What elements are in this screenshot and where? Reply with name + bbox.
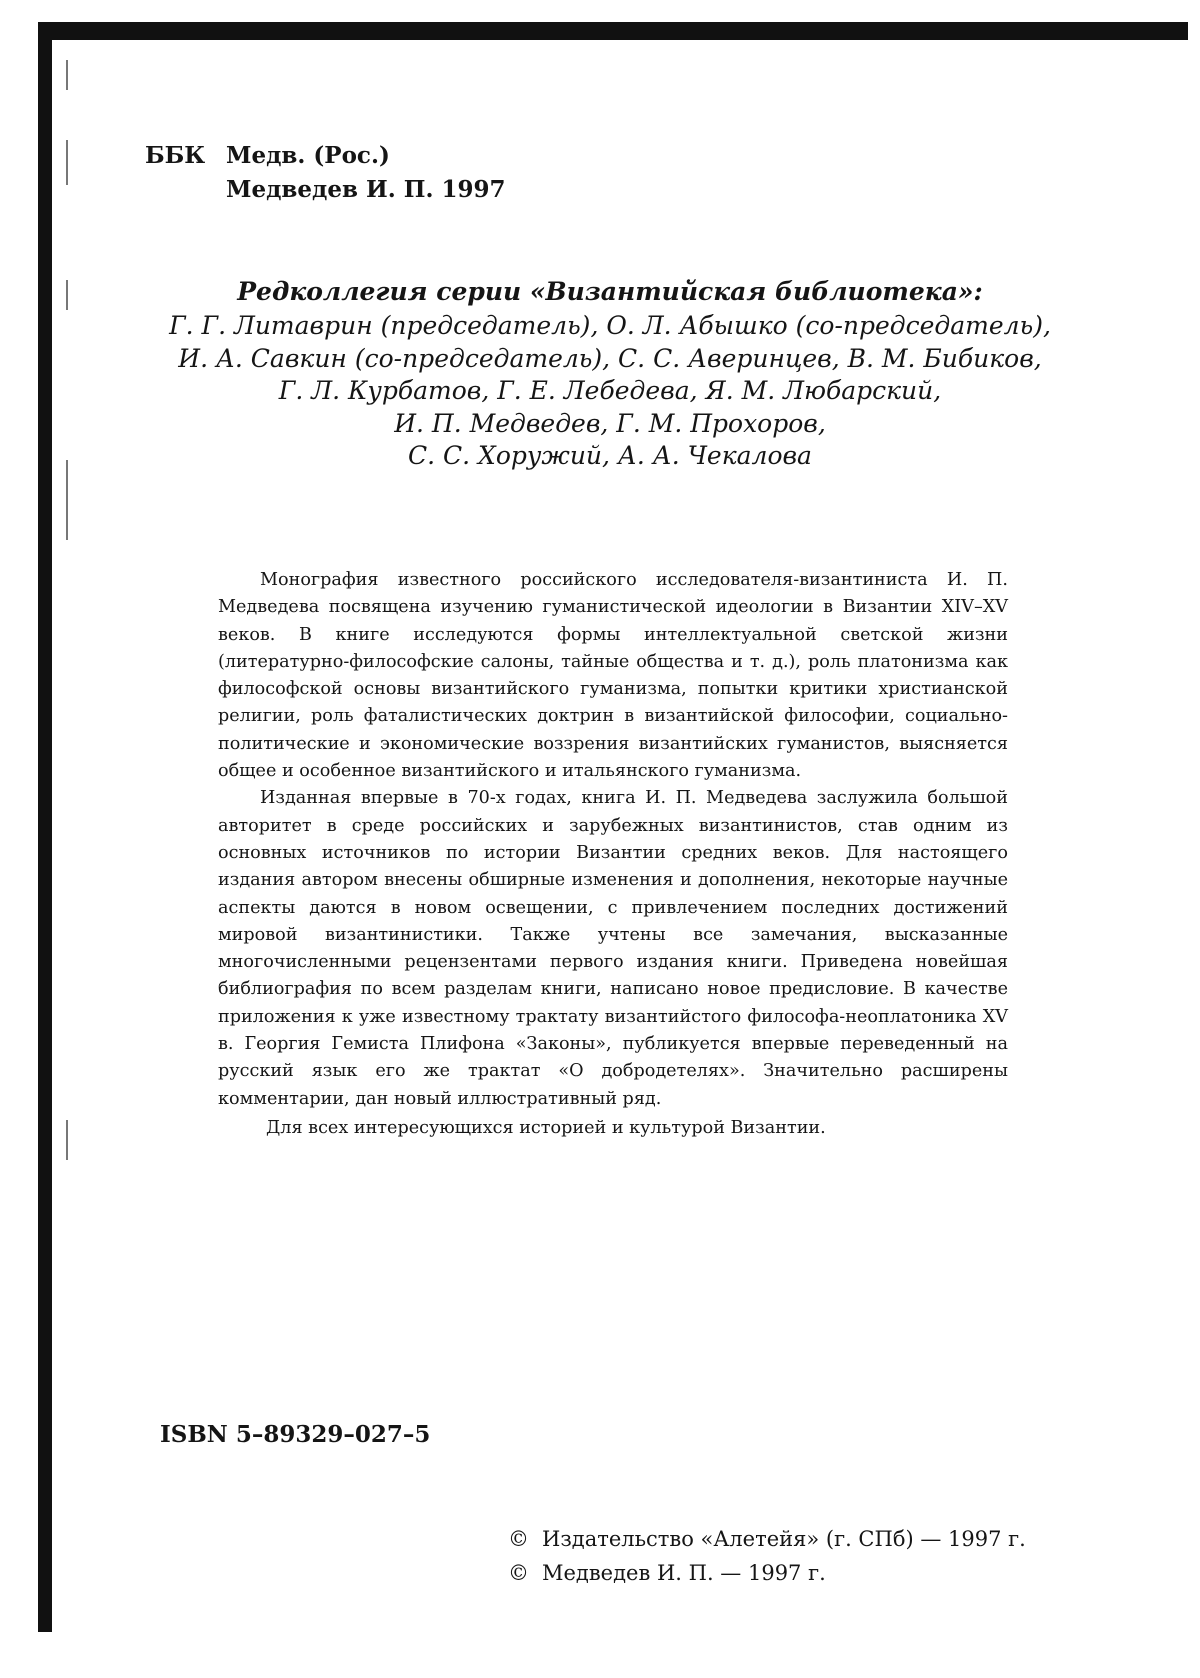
annotation-paragraph: Монография известного российского исследователя-византиниста И. П. Медведева посвящена изучению гуманистической идеологии в Византии XIV–XV веков. В книге исследуются формы интеллектуальной светской жизни (литературно-философские салоны, тайные общества и т. д.), роль платонизма как философской основы византийского гуманизма, попытки критики христианской религии, роль фаталистических доктрин в византийской философии, социально-политические и экономические воззрения византийских гуманистов, выясняется общее и особенное византийского и итальянского гуманизма. — [218, 567, 1008, 785]
editorial-board-title: Редколлегия серии «Византийская библиотека»: — [100, 276, 1120, 308]
editorial-board — [100, 276, 1120, 472]
scan-edge-mark — [66, 60, 68, 90]
book-imprint-page — [0, 0, 1200, 1678]
annotation-paragraph: Изданная впервые в 70-х годах, книга И. П. Медведева заслужила большой авторитет в среде российских и зарубежных византинистов, став одним из основных источников по истории Византии средних веков. Для настоящего издания автором внесены обширные изменения и дополнения, некоторые научные аспекты даются в новом освещении, с привлечением последних достижений мировой византинистики. Также учтены все замечания, высказанные многочисленными рецензентами первого издания книги. Приведена новейшая библиография по всем разделам книги, написано новое предисловие. В качестве приложения к уже известному трактату византийстого философа-неоплатоника XV в. Георгия Гемиста Плифона «Законы», публикуется впервые переведенный на русский язык его же трактат «О добродетелях». Значительно расширены комментарии, дан новый иллюстративный ряд. — [218, 785, 1008, 1113]
scan-edge-mark — [66, 460, 68, 540]
editorial-board-line: Г. Л. Курбатов, Г. Е. Лебедева, Я. М. Любарский, — [100, 375, 1120, 407]
bbk-author-code: Медведев И. П. 1997 — [145, 173, 505, 207]
scan-edge-mark — [66, 280, 68, 310]
copyright-author: Медведев И. П. — 1997 г. — [542, 1561, 826, 1585]
bbk-classification — [145, 139, 505, 207]
copyright-icon: © — [508, 1522, 542, 1556]
bbk-label: ББК — [145, 139, 226, 173]
copyright-publisher: Издательство «Алетейя» (г. СПб) — 1997 г. — [542, 1527, 1026, 1551]
scan-edge-mark — [66, 140, 68, 185]
isbn: ISBN 5–89329–027–5 — [160, 1421, 430, 1448]
scan-edge-mark — [66, 1120, 68, 1160]
editorial-board-line: Г. Г. Литаврин (председатель), О. Л. Абышко (со-председатель), — [100, 310, 1120, 342]
editorial-board-line: С. С. Хоружий, А. А. Чекалова — [100, 440, 1120, 472]
annotation — [218, 567, 1008, 1142]
scan-border-top — [38, 22, 1188, 40]
scan-border-left — [38, 22, 52, 1632]
editorial-board-line: И. А. Савкин (со-председатель), С. С. Аверинцев, В. М. Бибиков, — [100, 343, 1120, 375]
copyright-block — [508, 1522, 1026, 1590]
copyright-icon: © — [508, 1556, 542, 1590]
audience-note: Для всех интересующихся историей и культурой Византии. — [218, 1115, 1008, 1142]
editorial-board-line: И. П. Медведев, Г. М. Прохоров, — [100, 408, 1120, 440]
bbk-code: Медв. (Рос.) — [226, 142, 390, 169]
